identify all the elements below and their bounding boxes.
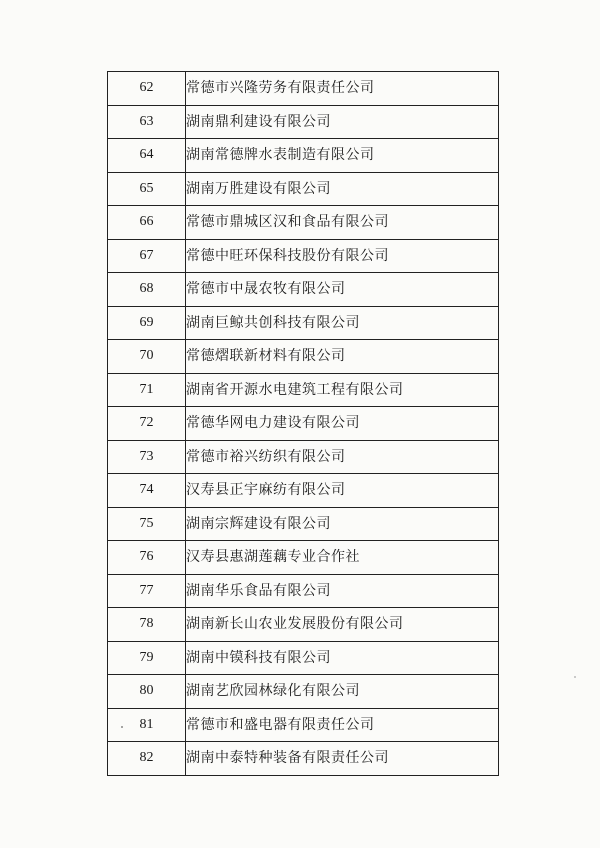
row-number: 63 xyxy=(108,105,186,139)
row-number: 70 xyxy=(108,340,186,374)
company-name: 湖南中泰特种装备有限责任公司 xyxy=(186,742,499,776)
table-row xyxy=(108,708,499,742)
row-number: 73 xyxy=(108,440,186,474)
table-row xyxy=(108,675,499,709)
company-name: 湖南中镆科技有限公司 xyxy=(186,641,499,675)
company-name: 湖南巨鲸共创科技有限公司 xyxy=(186,306,499,340)
row-number: 65 xyxy=(108,172,186,206)
table-row xyxy=(108,206,499,240)
table-row xyxy=(108,507,499,541)
table-row xyxy=(108,306,499,340)
table-row xyxy=(108,373,499,407)
table-row xyxy=(108,541,499,575)
table-row xyxy=(108,239,499,273)
company-name: 湖南艺欣园林绿化有限公司 xyxy=(186,675,499,709)
company-name: 湖南省开源水电建筑工程有限公司 xyxy=(186,373,499,407)
row-number: 76 xyxy=(108,541,186,575)
company-name: 湖南常德牌水表制造有限公司 xyxy=(186,139,499,173)
table-row xyxy=(108,105,499,139)
company-name: 常德市裕兴纺织有限公司 xyxy=(186,440,499,474)
company-name: 汉寿县惠湖莲藕专业合作社 xyxy=(186,541,499,575)
company-name: 常德市中晟农牧有限公司 xyxy=(186,273,499,307)
company-name: 常德市鼎城区汉和食品有限公司 xyxy=(186,206,499,240)
row-number: 64 xyxy=(108,139,186,173)
row-number: 74 xyxy=(108,474,186,508)
company-name: 湖南宗辉建设有限公司 xyxy=(186,507,499,541)
row-number: 79 xyxy=(108,641,186,675)
table-row xyxy=(108,742,499,776)
table-row xyxy=(108,608,499,642)
company-name: 常德市和盛电器有限责任公司 xyxy=(186,708,499,742)
scan-speck xyxy=(121,726,123,728)
company-name: 常德熠联新材料有限公司 xyxy=(186,340,499,374)
table-row xyxy=(108,574,499,608)
row-number: 69 xyxy=(108,306,186,340)
row-number: 66 xyxy=(108,206,186,240)
company-list-table xyxy=(107,71,499,776)
row-number: 68 xyxy=(108,273,186,307)
company-name: 常德华网电力建设有限公司 xyxy=(186,407,499,441)
table-row xyxy=(108,641,499,675)
company-name: 湖南新长山农业发展股份有限公司 xyxy=(186,608,499,642)
table-row xyxy=(108,172,499,206)
row-number: 78 xyxy=(108,608,186,642)
row-number: 77 xyxy=(108,574,186,608)
company-name: 湖南万胜建设有限公司 xyxy=(186,172,499,206)
table-row xyxy=(108,273,499,307)
table-row xyxy=(108,440,499,474)
table-row xyxy=(108,139,499,173)
company-name: 湖南华乐食品有限公司 xyxy=(186,574,499,608)
scan-speck xyxy=(574,676,576,678)
company-name: 汉寿县正宇麻纺有限公司 xyxy=(186,474,499,508)
row-number: 75 xyxy=(108,507,186,541)
row-number: 81 xyxy=(108,708,186,742)
company-name: 常德中旺环保科技股份有限公司 xyxy=(186,239,499,273)
company-name: 常德市兴隆劳务有限责任公司 xyxy=(186,72,499,106)
row-number: 80 xyxy=(108,675,186,709)
table-row xyxy=(108,407,499,441)
table-row xyxy=(108,340,499,374)
row-number: 71 xyxy=(108,373,186,407)
table-row xyxy=(108,474,499,508)
row-number: 72 xyxy=(108,407,186,441)
row-number: 62 xyxy=(108,72,186,106)
company-name: 湖南鼎利建设有限公司 xyxy=(186,105,499,139)
row-number: 67 xyxy=(108,239,186,273)
company-list-body xyxy=(108,72,499,776)
table-row xyxy=(108,72,499,106)
row-number: 82 xyxy=(108,742,186,776)
